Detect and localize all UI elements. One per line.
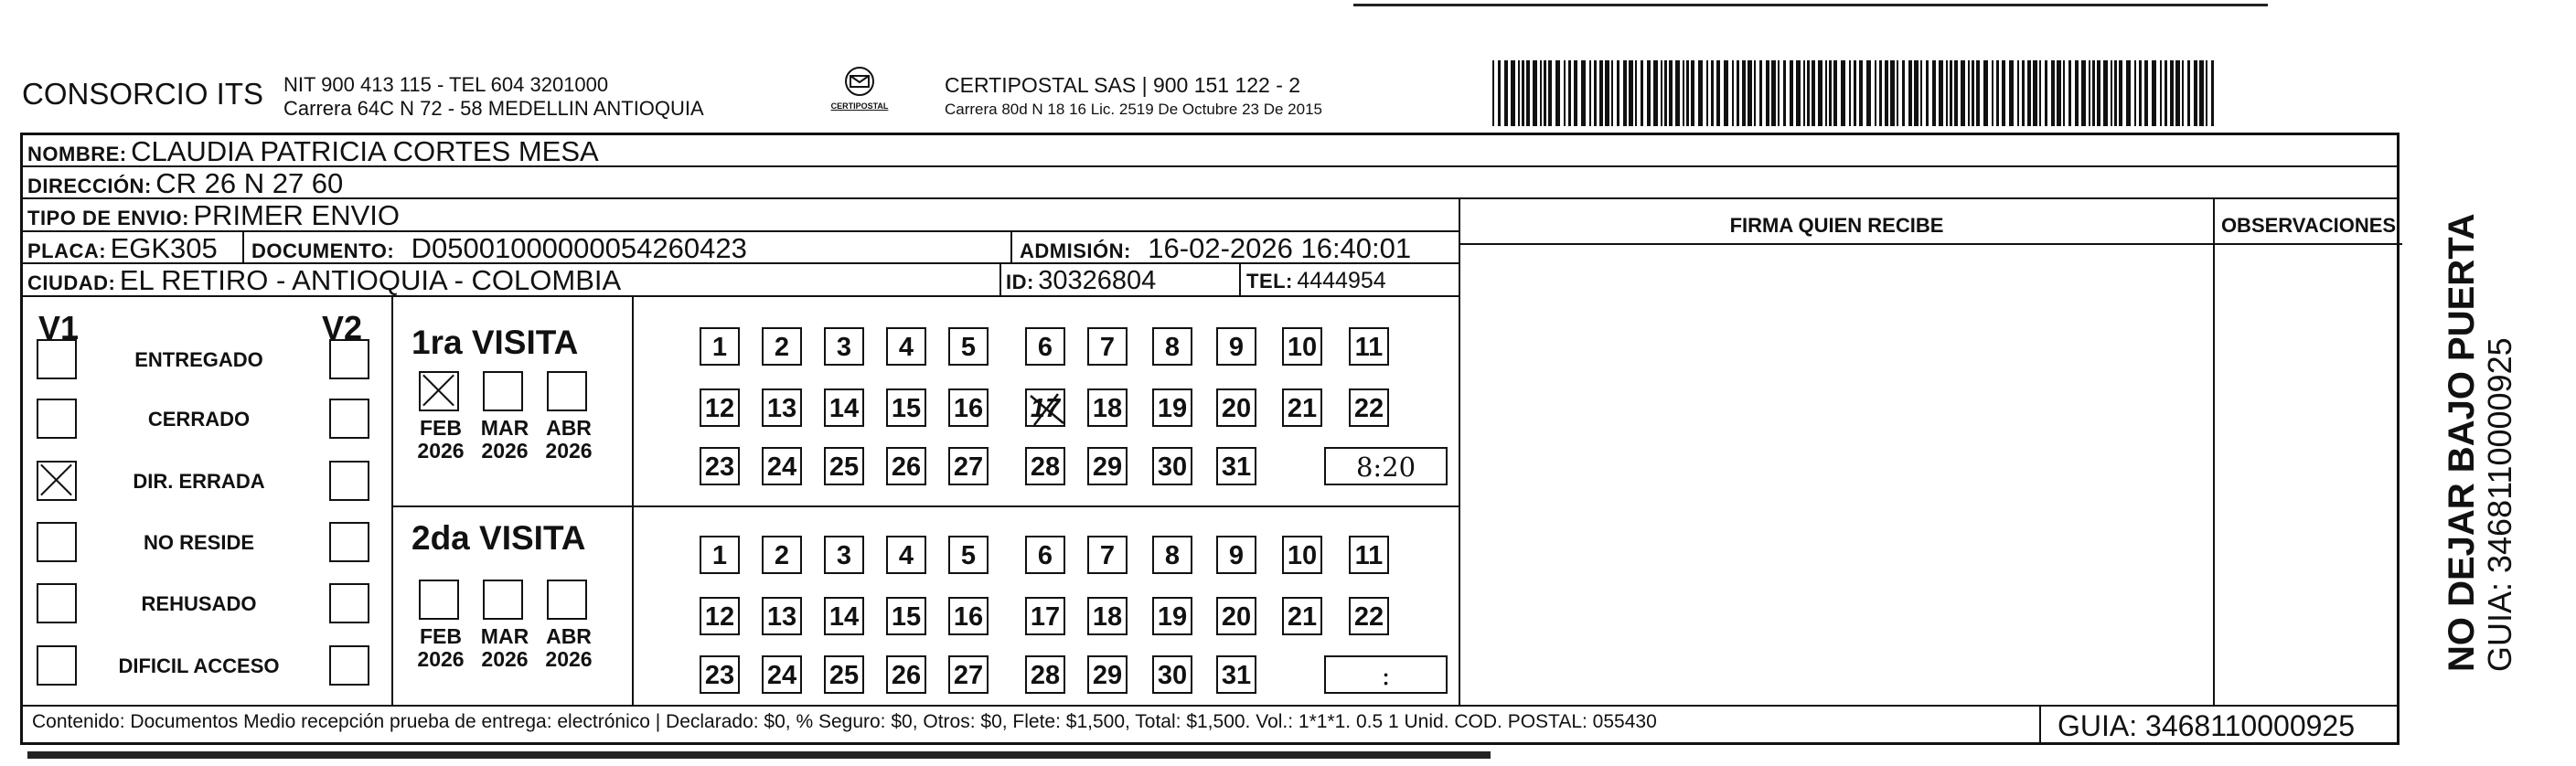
top-edge-line	[1353, 4, 2268, 6]
visit1-month-label-1	[476, 417, 534, 463]
firma-header: FIRMA QUIEN RECIBE	[1729, 214, 1944, 237]
row-tipo-envio	[23, 199, 1459, 232]
row-placa	[23, 232, 1459, 264]
visit2-day-15[interactable]: 15	[886, 597, 926, 635]
v2-label: V2	[322, 309, 363, 346]
visit2-day-11[interactable]: 11	[1349, 536, 1389, 574]
v2-checkbox-5[interactable]	[329, 645, 369, 686]
visit1-day-2[interactable]: 2	[762, 327, 802, 366]
visit1-day-12[interactable]: 12	[700, 388, 740, 427]
placa-label: PLACA:	[27, 239, 107, 262]
visit1-day-25[interactable]: 25	[824, 447, 864, 485]
visit2-day-25[interactable]: 25	[824, 655, 864, 694]
visit2-month-name-0: FEB	[420, 624, 462, 648]
visit2-month-year-2: 2026	[545, 647, 593, 671]
visit2-day-22[interactable]: 22	[1349, 597, 1389, 635]
carrier-license: Carrera 80d N 18 16 Lic. 2519 De Octubre 23 De 2015	[945, 101, 1322, 118]
v1-label: V1	[38, 309, 80, 346]
visit1-month-label-2	[540, 417, 598, 463]
visit2-day-12[interactable]: 12	[700, 597, 740, 635]
documento-label: DOCUMENTO:	[251, 239, 395, 262]
visit1-day-21[interactable]: 21	[1282, 388, 1322, 427]
visit2-day-21[interactable]: 21	[1282, 597, 1322, 635]
shipping-form	[20, 133, 2400, 745]
visit2-day-5[interactable]: 5	[948, 536, 989, 574]
visit1-day-28[interactable]: 28	[1025, 447, 1065, 485]
v1-checkbox-0[interactable]	[37, 339, 77, 379]
visit2-month-year-0: 2026	[417, 647, 465, 671]
observaciones-header: OBSERVACIONES	[2220, 214, 2397, 237]
visit2-day-16[interactable]: 16	[948, 597, 989, 635]
visit1-day-10[interactable]: 10	[1282, 327, 1322, 366]
company-nit: NIT 900 413 115 - TEL 604 3201000	[283, 73, 609, 96]
visit2-day-28[interactable]: 28	[1025, 655, 1065, 694]
certipostal-logo	[818, 66, 901, 121]
visit2-day-20[interactable]: 20	[1216, 597, 1256, 635]
visit2-day-19[interactable]: 19	[1152, 597, 1192, 635]
documento-value: D05001000000054260423	[411, 232, 747, 264]
visit1-month-name-2: ABR	[546, 416, 592, 440]
tel-label: TEL:	[1246, 270, 1293, 293]
visit2-month-label-0	[412, 625, 470, 671]
admision-label: ADMISIÓN:	[1020, 239, 1131, 262]
visit1-month-checkbox-1[interactable]	[483, 371, 523, 411]
footer-guia: GUIA: 3468110000925	[2058, 709, 2355, 742]
side-guia-text: GUIA: 3468110000925	[2481, 337, 2518, 672]
v2-checkbox-3[interactable]	[329, 522, 369, 562]
visit2-day-26[interactable]: 26	[886, 655, 926, 694]
visit1-day-11[interactable]: 11	[1349, 327, 1389, 366]
visit2-day-18[interactable]: 18	[1087, 597, 1128, 635]
visit1-day-7[interactable]: 7	[1087, 327, 1128, 366]
barcode	[1492, 60, 2220, 126]
ciudad-label: CIUDAD:	[27, 271, 116, 294]
visit2-month-checkbox-0[interactable]	[419, 580, 459, 620]
visit1-month-name-0: FEB	[420, 416, 462, 440]
nombre-label: NOMBRE:	[27, 143, 127, 165]
visit2-day-10[interactable]: 10	[1282, 536, 1322, 574]
id-value: 30326804	[1038, 266, 1157, 295]
visit1-month-year-1: 2026	[481, 439, 529, 463]
visit1-title: 1ra VISITA	[412, 324, 579, 361]
visit1-time-box[interactable]: 8:20	[1324, 447, 1448, 485]
tipo-envio-label: TIPO DE ENVIO:	[27, 207, 189, 229]
logo-text: CERTIPOSTAL	[830, 101, 889, 111]
visit2-day-30[interactable]: 30	[1152, 655, 1192, 694]
v2-checkbox-4[interactable]	[329, 583, 369, 623]
visit1-month-name-1: MAR	[480, 416, 529, 440]
visit1-day-16[interactable]: 16	[948, 388, 989, 427]
visit2-day-24[interactable]: 24	[762, 655, 802, 694]
visit1-day-3[interactable]: 3	[824, 327, 864, 366]
v1-checkbox-1[interactable]	[37, 399, 77, 439]
visit2-day-29[interactable]: 29	[1087, 655, 1128, 694]
visit1-day-18[interactable]: 18	[1087, 388, 1128, 427]
visit2-day-4[interactable]: 4	[886, 536, 926, 574]
status-label-1: CERRADO	[147, 408, 251, 431]
visit1-day-30[interactable]: 30	[1152, 447, 1192, 485]
status-label-5: DIFICIL ACCESO	[118, 654, 280, 677]
visit1-day-8[interactable]: 8	[1152, 327, 1192, 366]
v2-checkbox-2[interactable]	[329, 461, 369, 501]
visit1-day-20[interactable]: 20	[1216, 388, 1256, 427]
visit2-month-name-2: ABR	[546, 624, 592, 648]
row-ciudad	[23, 264, 1459, 297]
visit2-month-label-1	[476, 625, 534, 671]
visit1-day-9[interactable]: 9	[1216, 327, 1256, 366]
placa-value: EGK305	[110, 232, 218, 264]
envelope-icon	[841, 66, 878, 97]
visit1-day-6[interactable]: 6	[1025, 327, 1065, 366]
visit2-day-2[interactable]: 2	[762, 536, 802, 574]
company-address: Carrera 64C N 72 - 58 MEDELLIN ANTIOQUIA	[283, 97, 704, 120]
visit2-day-14[interactable]: 14	[824, 597, 864, 635]
v1-checkbox-2[interactable]	[37, 461, 77, 501]
tipo-envio-value: PRIMER ENVIO	[193, 199, 401, 231]
visit2-day-6[interactable]: 6	[1025, 536, 1065, 574]
v2-checkbox-1[interactable]	[329, 399, 369, 439]
visit1-day-22[interactable]: 22	[1349, 388, 1389, 427]
visit2-time-box[interactable]: :	[1324, 655, 1448, 694]
torn-edge-line	[27, 751, 1491, 759]
visit2-month-checkbox-1[interactable]	[483, 580, 523, 620]
visit2-day-9[interactable]: 9	[1216, 536, 1256, 574]
v1-checkbox-4[interactable]	[37, 583, 77, 623]
v2-checkbox-0[interactable]	[329, 339, 369, 379]
nombre-value: CLAUDIA PATRICIA CORTES MESA	[131, 135, 599, 167]
visit2-title: 2da VISITA	[412, 519, 586, 557]
visit1-month-year-2: 2026	[545, 439, 593, 463]
visit2-day-3[interactable]: 3	[824, 536, 864, 574]
visit1-day-4[interactable]: 4	[886, 327, 926, 366]
visit1-month-checkbox-2[interactable]	[547, 371, 587, 411]
visit1-day-29[interactable]: 29	[1087, 447, 1128, 485]
visit2-day-7[interactable]: 7	[1087, 536, 1128, 574]
status-label-3: NO RESIDE	[143, 531, 255, 554]
visit1-day-15[interactable]: 15	[886, 388, 926, 427]
v1-checkbox-3[interactable]	[37, 522, 77, 562]
visit1-day-check-mark	[1027, 390, 1067, 429]
visit1-day-31[interactable]: 31	[1216, 447, 1256, 485]
visit2-month-checkbox-2[interactable]	[547, 580, 587, 620]
admision-value: 16-02-2026 16:40:01	[1148, 232, 1412, 264]
visit1-day-23[interactable]: 23	[700, 447, 740, 485]
row-nombre	[23, 135, 2397, 167]
no-dejar-text: NO DEJAR BAJO PUERTA	[2442, 213, 2482, 672]
visit1-month-year-0: 2026	[417, 439, 465, 463]
direccion-value: CR 26 N 27 60	[155, 167, 344, 199]
status-label-4: REHUSADO	[141, 592, 257, 615]
visit1-day-5[interactable]: 5	[948, 327, 989, 366]
tel-value: 4444954	[1297, 268, 1386, 293]
carrier-name: CERTIPOSTAL SAS | 900 151 122 - 2	[945, 73, 1301, 97]
v1-checkbox-5[interactable]	[37, 645, 77, 686]
visit2-day-8[interactable]: 8	[1152, 536, 1192, 574]
direccion-label: DIRECCIÓN:	[27, 175, 152, 197]
status-label-0: ENTREGADO	[134, 348, 263, 371]
id-label: ID:	[1006, 271, 1034, 293]
visit2-month-name-1: MAR	[480, 624, 529, 648]
status-label-2: DIR. ERRADA	[133, 470, 265, 493]
visit2-day-23[interactable]: 23	[700, 655, 740, 694]
visit1-day-24[interactable]: 24	[762, 447, 802, 485]
visit1-day-19[interactable]: 19	[1152, 388, 1192, 427]
visit2-day-31[interactable]: 31	[1216, 655, 1256, 694]
visit1-day-1[interactable]: 1	[700, 327, 740, 366]
visit1-day-27[interactable]: 27	[948, 447, 989, 485]
row-direccion	[23, 167, 2397, 199]
visit1-month-checkbox-0[interactable]	[419, 371, 459, 411]
side-warning	[2442, 213, 2518, 672]
visit1-month-label-0	[412, 417, 470, 463]
visit1-day-13[interactable]: 13	[762, 388, 802, 427]
visit1-day-26[interactable]: 26	[886, 447, 926, 485]
visit1-day-17[interactable]: 17	[1025, 388, 1065, 427]
contenido-text: Contenido: Documentos Medio recepción prueba de entrega: electrónico | Declarado: $0, % Seguro: $0, Otros: $0, Flete: $1,500, Total: $1,500. Vol.: 1*1*1. 0.5 1 Unid. COD. POSTAL: 055430	[32, 711, 1657, 732]
visit2-day-27[interactable]: 27	[948, 655, 989, 694]
visit1-day-14[interactable]: 14	[824, 388, 864, 427]
visit2-day-1[interactable]: 1	[700, 536, 740, 574]
visit2-month-label-2	[540, 625, 598, 671]
company-name: CONSORCIO ITS	[22, 77, 264, 111]
ciudad-value: EL RETIRO - ANTIOQUIA - COLOMBIA	[119, 264, 622, 296]
visit2-day-17[interactable]: 17	[1025, 597, 1065, 635]
visit2-month-year-1: 2026	[481, 647, 529, 671]
visit2-day-13[interactable]: 13	[762, 597, 802, 635]
